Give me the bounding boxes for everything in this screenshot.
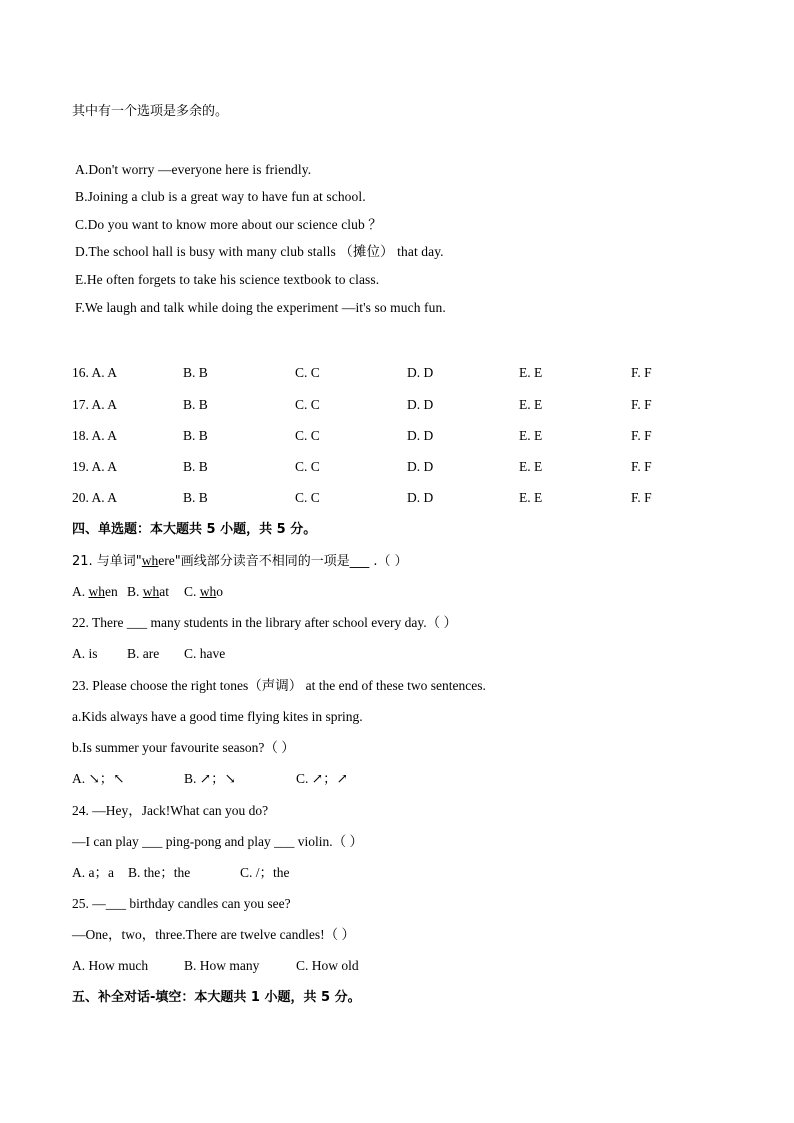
answer-choice[interactable] bbox=[72, 364, 117, 382]
section-heading-dialogue-fill: 五、补全对话-填空：本大题共 1 小题，共 5 分。 bbox=[72, 990, 361, 1005]
answer-choice[interactable]: C. C bbox=[295, 490, 320, 505]
q21-word-underlined: wh bbox=[141, 553, 159, 568]
answer-choice[interactable]: F. F bbox=[631, 365, 652, 380]
sentence-option-b: B.Joining a club is a great way to have fun at school. bbox=[75, 189, 366, 204]
answer-choice[interactable]: B. B bbox=[183, 459, 208, 474]
sentence-option-d: D.The school hall is busy with many club stalls （摊位） that day. bbox=[75, 244, 444, 259]
sentence-option-a: A.Don't worry —everyone here is friendly. bbox=[75, 162, 312, 177]
answer-choice[interactable]: F. F bbox=[631, 397, 652, 412]
sentence-option-e: E.He often forgets to take his science textbook to class. bbox=[75, 272, 380, 287]
q23-option-c[interactable]: C. ↗；↗ bbox=[296, 771, 348, 786]
answer-choice[interactable]: D. D bbox=[407, 490, 434, 505]
option-label: C. bbox=[184, 584, 200, 599]
q25-option-a[interactable]: A. How much bbox=[72, 958, 149, 973]
question-23-stem: 23. Please choose the right tones（声调） at the end of these two sentences. bbox=[72, 678, 486, 693]
answer-choice[interactable]: C. C bbox=[295, 428, 320, 443]
answer-choice[interactable]: D. D bbox=[407, 397, 434, 412]
answer-row-18 bbox=[72, 427, 672, 445]
q23-option-a[interactable]: A. ↘；↖ bbox=[72, 771, 125, 786]
answer-choice[interactable]: B. B bbox=[183, 428, 208, 443]
option-underlined: wh bbox=[199, 584, 217, 599]
option-label: A. bbox=[72, 584, 89, 599]
q24-option-b[interactable]: B. the；the bbox=[128, 865, 191, 880]
q21-option-b[interactable] bbox=[127, 583, 169, 601]
q22-option-c[interactable]: C. have bbox=[184, 646, 226, 661]
q25-option-b[interactable]: B. How many bbox=[184, 958, 260, 973]
answer-choice[interactable] bbox=[72, 489, 117, 507]
option-underlined: wh bbox=[142, 584, 160, 599]
intro-text: 其中有一个选项是多余的。 bbox=[72, 104, 229, 119]
answer-choice[interactable]: E. E bbox=[519, 365, 543, 380]
question-number: 18. bbox=[72, 428, 89, 443]
answer-row-16 bbox=[72, 364, 672, 382]
question-24-stem: 24. —Hey，Jack!What can you do? bbox=[72, 803, 269, 818]
q22-option-a[interactable]: A. is bbox=[72, 646, 98, 661]
question-number: 16. bbox=[72, 365, 89, 380]
q21-prefix: 21. 与单词" bbox=[72, 554, 142, 569]
choice-label: A. A bbox=[91, 365, 118, 380]
q24-option-c[interactable]: C. /；the bbox=[240, 865, 290, 880]
q21-suffix: "画线部分读音不相同的一项是___ .（ ） bbox=[174, 554, 408, 569]
question-25-line: —One，two，three.There are twelve candles!（ ） bbox=[72, 927, 356, 942]
sentence-option-c: C.Do you want to know more about our science club ？ bbox=[75, 217, 382, 232]
answer-choice[interactable]: D. D bbox=[407, 428, 434, 443]
answer-choice[interactable]: C. C bbox=[295, 459, 320, 474]
question-23-sentence-a: a.Kids always have a good time flying kites in spring. bbox=[72, 709, 363, 724]
answer-choice[interactable] bbox=[72, 458, 117, 476]
answer-choice[interactable]: F. F bbox=[631, 428, 652, 443]
q21-option-a[interactable] bbox=[72, 583, 118, 601]
answer-choice[interactable]: B. B bbox=[183, 397, 208, 412]
question-25-stem: 25. —___ birthday candles can you see? bbox=[72, 896, 291, 911]
q25-option-c[interactable]: C. How old bbox=[296, 958, 359, 973]
answer-choice[interactable]: F. F bbox=[631, 459, 652, 474]
question-23-sentence-b: b.Is summer your favourite season?（ ） bbox=[72, 740, 295, 755]
sentence-option-f: F.We laugh and talk while doing the experiment —it's so much fun. bbox=[75, 300, 446, 315]
option-underlined: wh bbox=[88, 584, 105, 599]
choice-label: A. A bbox=[91, 397, 118, 412]
choice-label: A. A bbox=[91, 490, 118, 505]
question-number: 19. bbox=[72, 459, 89, 474]
answer-choice[interactable]: B. B bbox=[183, 365, 208, 380]
q23-option-b[interactable]: B. ↗；↘ bbox=[184, 771, 236, 786]
answer-choice[interactable]: E. E bbox=[519, 490, 543, 505]
section-heading-single-choice: 四、单选题：本大题共 5 小题，共 5 分。 bbox=[72, 522, 317, 537]
answer-choice[interactable]: D. D bbox=[407, 459, 434, 474]
option-rest: at bbox=[159, 584, 170, 599]
answer-choice[interactable]: F. F bbox=[631, 490, 652, 505]
answer-choice[interactable]: E. E bbox=[519, 397, 543, 412]
question-number: 17. bbox=[72, 397, 89, 412]
option-label: B. bbox=[127, 584, 143, 599]
answer-row-20 bbox=[72, 489, 672, 507]
answer-choice[interactable] bbox=[72, 396, 117, 414]
answer-choice[interactable] bbox=[72, 427, 117, 445]
question-number: 20. bbox=[72, 490, 89, 505]
question-21-stem bbox=[72, 552, 408, 571]
answer-choice[interactable]: E. E bbox=[519, 459, 543, 474]
q24-option-a[interactable]: A. a；a bbox=[72, 865, 114, 880]
q21-option-c[interactable] bbox=[184, 583, 223, 601]
option-rest: o bbox=[216, 584, 224, 599]
option-rest: en bbox=[105, 584, 118, 599]
answer-choice[interactable]: D. D bbox=[407, 365, 434, 380]
question-24-line: —I can play ___ ping-pong and play ___ violin.（ ） bbox=[72, 834, 363, 849]
answer-choice[interactable]: C. C bbox=[295, 365, 320, 380]
answer-row-17 bbox=[72, 396, 672, 414]
q21-word-rest: ere bbox=[158, 553, 175, 568]
answer-choice[interactable]: B. B bbox=[183, 490, 208, 505]
answer-row-19 bbox=[72, 458, 672, 476]
answer-choice[interactable]: E. E bbox=[519, 428, 543, 443]
choice-label: A. A bbox=[91, 459, 118, 474]
question-22-stem: 22. There ___ many students in the library after school every day.（ ） bbox=[72, 615, 458, 630]
answer-choice[interactable]: C. C bbox=[295, 397, 320, 412]
q22-option-b[interactable]: B. are bbox=[127, 646, 160, 661]
choice-label: A. A bbox=[91, 428, 118, 443]
